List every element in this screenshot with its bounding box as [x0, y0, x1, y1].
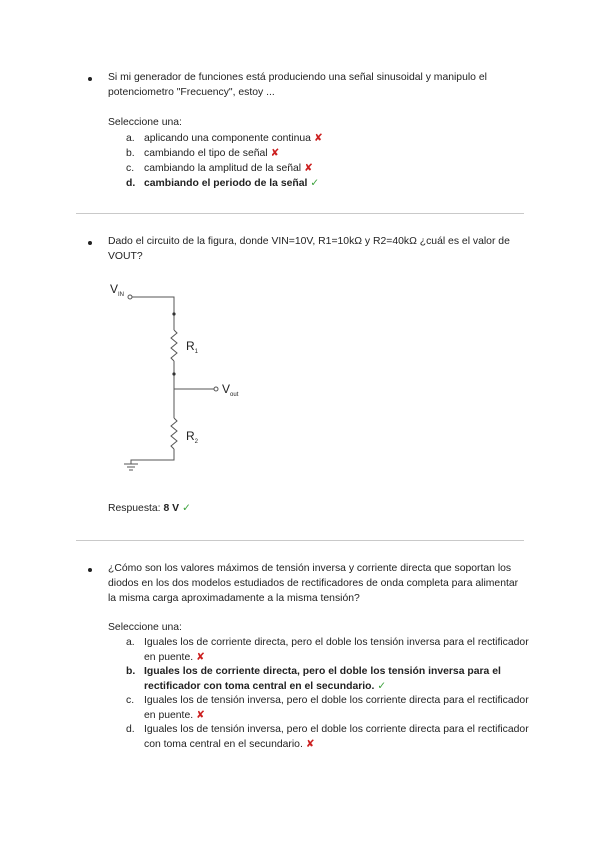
incorrect-icon: ✘ [313, 133, 323, 144]
incorrect-icon: ✘ [270, 148, 280, 159]
ground-icon [124, 464, 138, 470]
option-text: Iguales los de corriente directa, pero el doble los tensión inversa para el rectificador con toma central en el secundario. [144, 666, 501, 692]
bullet [88, 241, 92, 245]
select-label: Seleccione una: [108, 622, 182, 633]
r1-label: $R_1$ [186, 339, 199, 355]
incorrect-icon: ✘ [196, 652, 205, 663]
bullet [88, 77, 92, 81]
input-terminal [128, 295, 132, 299]
vin-label: $V_{IN}$ [110, 282, 125, 298]
resistor-r1 [171, 330, 177, 361]
output-terminal [214, 387, 218, 391]
divider [76, 213, 524, 214]
option-letter: a. [126, 637, 135, 648]
correct-icon: ✓ [310, 178, 320, 189]
option-text: Iguales los de tensión inversa, pero el doble los corriente directa para el rectificador con toma central en el secundario. [144, 724, 529, 750]
answer-line [108, 502, 191, 516]
incorrect-icon: ✘ [305, 739, 315, 750]
question-1-prompt: Si mi generador de funciones está produciendo una señal sinusoidal y manipulo el potenciometro "Frecuency", estoy ... [108, 72, 487, 98]
vout-label: $V_{out}$ [222, 382, 239, 398]
option-text: cambiando el tipo de señal [144, 148, 268, 159]
option-letter: d. [126, 724, 135, 735]
option-letter: b. [126, 148, 135, 159]
option-letter: c. [126, 695, 135, 706]
r2-label: $R_2$ [186, 429, 199, 445]
answer-value: 8 V [163, 503, 180, 514]
option-text: cambiando el periodo de la señal [144, 178, 308, 189]
resistor-r2 [171, 418, 177, 449]
question-3-prompt: ¿Cómo son los valores máximos de tensión inversa y corriente directa que soportan los diodos en los dos modelos estudiados de rectificadores de onda completa para alimentar la misma carga aproximadamente a la misma tensión? [108, 563, 519, 604]
answer-label: Respuesta: [108, 503, 161, 514]
correct-icon: ✓ [377, 681, 387, 692]
option-text: cambiando la amplitud de la señal [144, 163, 302, 174]
option-letter: c. [126, 163, 135, 174]
divider [76, 540, 524, 541]
option-letter: a. [126, 133, 135, 144]
option-letter: b. [126, 666, 136, 677]
incorrect-icon: ✘ [304, 163, 313, 174]
incorrect-icon: ✘ [196, 710, 205, 721]
option-letter: d. [126, 178, 136, 189]
option-text: Iguales los de tensión inversa, pero el doble los corriente directa para el rectificador en puente. [144, 695, 529, 721]
select-label: Seleccione una: [108, 117, 182, 128]
bullet [88, 568, 92, 572]
question-2-prompt: Dado el circuito de la figura, donde VIN=10V, R1=10kΩ y R2=40kΩ ¿cuál es el valor de VOUT? [108, 236, 510, 262]
correct-icon: ✓ [182, 503, 191, 514]
option-text: aplicando una componente continua [144, 133, 311, 144]
option-text: Iguales los de corriente directa, pero el doble los tensión inversa para el rectificador en puente. [144, 637, 529, 663]
voltage-divider-circuit [100, 278, 300, 478]
